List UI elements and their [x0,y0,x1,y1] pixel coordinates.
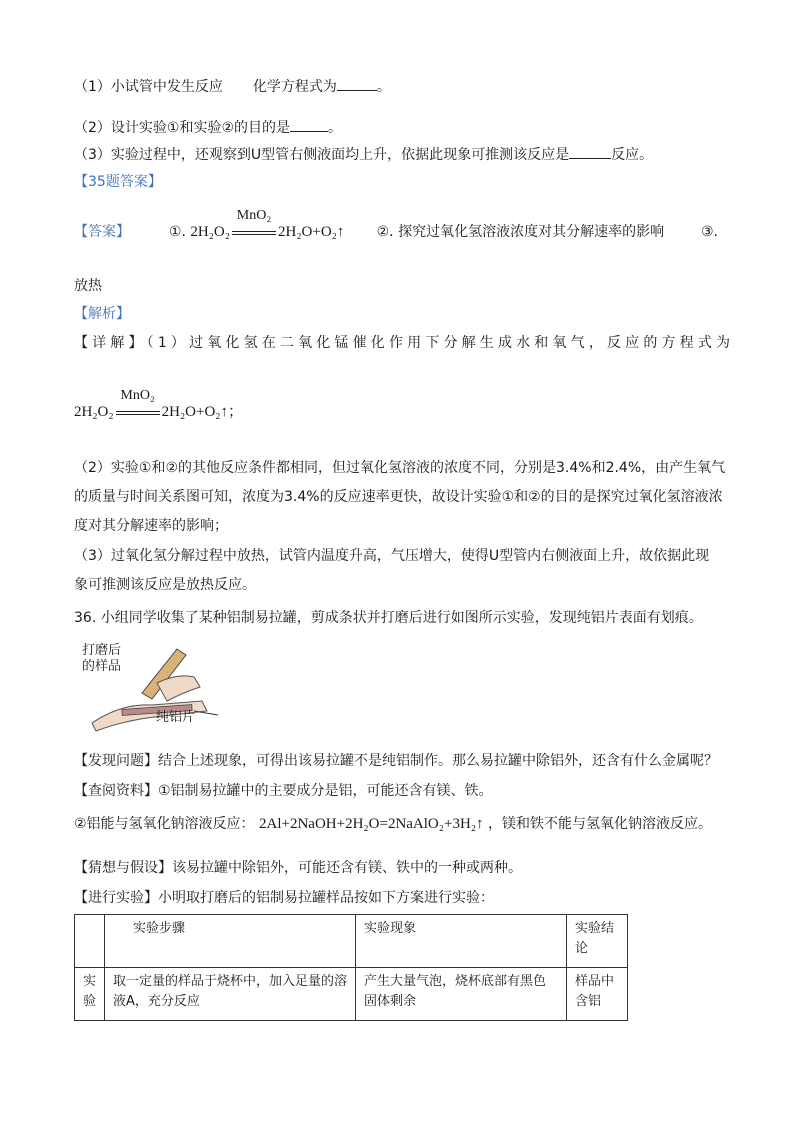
q35-p2-text: （2）设计实验①和实验②的目的是 [74,120,291,136]
detail-part3-line2: 象可推测该反应是放热反应。 [74,577,256,593]
detail-part3-line1: （3）过氧化氢分解过程中放热，试管内温度升高，气压增大，使得U型管内右侧液面上升，故依据此现 [74,548,710,564]
detail-part1: 【详解】（1）过氧化氢在二氧化锰催化作用下分解生成水和氧气，反应的方程式为 [74,335,730,351]
answer-tag: 【答案】 [74,224,130,240]
figure-label-line1: 打磨后 [82,643,122,658]
equation-right: 2H₂O+O₂↑ [161,404,229,420]
table-cell: 样品中含铝 [567,968,628,1021]
equation-left: 2H₂O₂ [190,224,230,240]
catalyst-arrow [114,388,162,422]
catalyst-arrow [230,208,278,242]
q35-part2 [74,117,342,138]
detail-equation [74,388,244,422]
table-header-cell: 实验步骤 [105,915,356,968]
table-header-cell [75,915,105,968]
q36-stem: 36. 小组同学收集了某种铝制易拉罐，剪成条状并打磨后进行如图所示实验，发现纯铝片表面有划痕。 [74,610,703,626]
detail-part2-line2: 的质量与时间关系图可知，浓度为3.4%的反应速率更快，故设计实验①和②的目的是探究过氧化氢溶液浓 [74,489,723,505]
q35-p1b-text: 化学方程式为 [252,79,337,95]
consult-info-1: 【查阅资料】①铝制易拉罐中的主要成分是铝，可能还含有镁、铁。 [74,783,493,799]
answer-blank [290,117,328,132]
answer-3-number: ③. [700,224,718,240]
table-header-cell: 实验现象 [356,915,567,968]
answer-blank [337,76,377,91]
q35-part3 [74,144,653,165]
q35-p3c-text: 反应。 [611,147,654,163]
q35-p1-text: （1）小试管中发生反应 [74,79,223,95]
decomposition-equation [190,208,348,240]
answer-1-number: ①. [168,224,186,240]
table-row [75,968,628,1021]
consult-info-2a: ②铝能与氢氧化钠溶液反应： [74,816,255,832]
detail-part2-line1: （2）实验①和②的其他反应条件都相同，但过氧化氢溶液的浓度不同，分别是3.4%和2.4%，由产生氧气 [74,460,726,476]
analysis-heading: 【解析】 [74,306,130,322]
experiment-table [74,914,628,1021]
experiment-intro: 【进行实验】小明取打磨后的铝制易拉罐样品按如下方案进行实验： [74,890,494,906]
table-cell: 产生大量气泡，烧杯底部有黑色固体剩余 [356,968,567,1021]
table-cell: 实验 [75,968,105,1021]
consult-info-2 [74,814,712,834]
catalyst-label: MnO₂ [120,388,155,403]
figure-label-aluminum: 纯铝片 [156,710,196,725]
answer-line [74,208,718,242]
table-cell: 取一定量的样品于烧杯中，加入足量的溶液A，充分反应 [105,968,356,1021]
discover-problem: 【发现问题】结合上述现象，可得出该易拉罐不是纯铝制作。那么易拉罐中除铝外，还含有什么金属呢？ [74,753,718,769]
q35-p3-text: （3）实验过程中，还观察到U型管右侧液面均上升，依据此现象可推测该反应是 [74,147,570,163]
scratch-figure [82,643,242,733]
catalyst-label: MnO₂ [236,208,272,223]
answer-heading: 【35题答案】 [74,174,162,190]
table-header-cell: 实验结论 [567,915,628,968]
answer-2: ②. 探究过氧化氢溶液浓度对其分解速率的影响 [376,224,665,240]
figure-label-line2: 的样品 [82,659,122,674]
consult-info-2b: ，镁和铁不能与氢氧化钠溶液反应。 [487,816,712,832]
detail-part2-line3: 度对其分解速率的影响； [74,518,228,534]
equation-right: 2H₂O+O₂↑ [278,224,345,240]
aluminum-naoh-equation: 2Al+2NaOH+2H₂O=2NaAlO₂+3H₂↑ [259,816,484,832]
q35-p2c-text: 。 [328,120,343,136]
table-header-row [75,915,628,968]
figure-label-sample [82,643,121,675]
equation-left: 2H₂O₂ [74,404,114,420]
equation-end: ； [228,404,244,420]
hypothesis: 【猜想与假设】该易拉罐中除铝外，可能还含有镁、铁中的一种或两种。 [74,860,522,876]
answer-3-text: 放热 [74,278,102,294]
q35-part1 [74,76,391,97]
q35-p1c-text: 。 [376,79,391,95]
answer-blank [569,144,611,159]
